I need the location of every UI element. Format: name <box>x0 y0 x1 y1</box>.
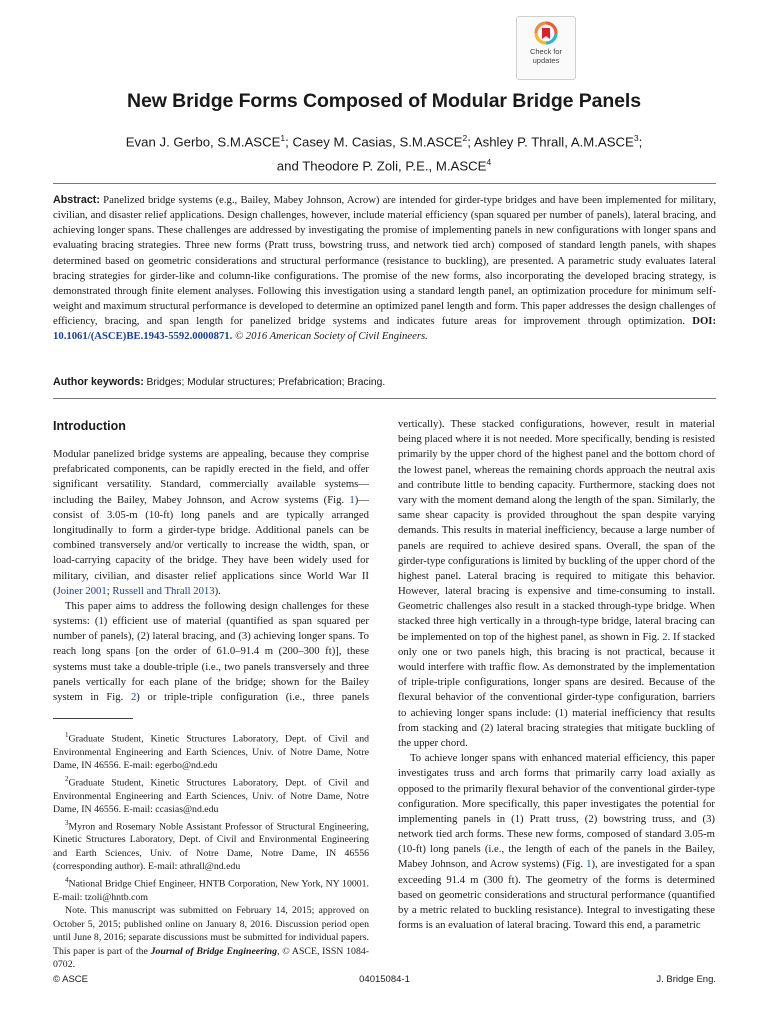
figure-1-link[interactable]: 1 <box>586 858 592 871</box>
footnote-text: Myron and Rosemary Noble Assistant Professor of Structural Engineering, Kinetic Structures Laboratory, Dept. of Civil and Environmental Engineering and Earth Sciences, Univ. of Notre Dame, Notre Dame, IN 46556 (corresponding author). E-mail: athrall@nd.edu <box>53 820 369 873</box>
author-keywords <box>53 376 716 388</box>
author-3-affil: 3 <box>633 133 639 143</box>
author-1-affil: 1 <box>280 133 286 143</box>
author-3-sep: ; <box>638 134 643 150</box>
citation-russell-thrall-2013[interactable]: Russell and Thrall 2013 <box>112 584 215 597</box>
note-text: , © ASCE, ISSN 1084-0702. <box>53 945 369 971</box>
text-run: ; <box>106 584 113 597</box>
submission-note <box>53 904 369 972</box>
footnote-2 <box>53 773 369 817</box>
doi-label: DOI: <box>692 315 716 328</box>
paragraph <box>53 447 369 599</box>
abstract-bottom-rule <box>53 398 716 399</box>
footnote-3 <box>53 817 369 874</box>
abstract-label: Abstract: <box>53 194 100 206</box>
abstract-top-rule <box>53 183 716 184</box>
paper-title: New Bridge Forms Composed of Modular Bridge Panels <box>127 90 641 112</box>
figure-1-link[interactable]: 1 <box>349 493 355 506</box>
footer-article-number: 04015084-1 <box>359 974 410 985</box>
check-for-updates-badge[interactable] <box>516 16 576 80</box>
figure-2-link[interactable]: 2 <box>130 691 137 703</box>
note-text: Note. This manuscript was submitted on February 14, 2015; approved on October 5, 2015; published online on January 8, 2016. Discussion period open until June 8, 2016; separate discussions must be submitted for individual papers. This paper is part of the <box>53 905 369 957</box>
keywords-value: Bridges; Modular structures; Prefabrication; Bracing. <box>146 377 386 388</box>
abstract <box>53 193 716 345</box>
paragraph <box>53 599 369 705</box>
body-column-left <box>53 447 369 705</box>
badge-label-line1: Check for <box>529 47 563 56</box>
footnote-text: Graduate Student, Kinetic Structures Laboratory, Dept. of Civil and Environmental Engineering and Earth Sciences, Univ. of Notre Dame, Notre Dame, IN 46556. E-mail: ccasias@nd.edu <box>53 777 369 816</box>
abstract-text: Panelized bridge systems (e.g., Bailey, Mabey Johnson, Acrow) are intended for girder-type bridges and have been implemented for military, civilian, and disaster relief applications. Design challenges, however, include material efficiency (span squared per number of panels), lateral bracing, and achieving longer spans. These challenges are addressed by investigating the promise of implementing panels in new configurations with longer spans and evaluating bracing strategies. Three new forms (Pratt truss, bowstring truss, and network tied arch) composed of standard length panels, with shapes determined based on geometric considerations and structural performance (resistance to buckling), are presented. A parametric study evaluates lateral bracing strategies for girder-like and column-like configurations. The promise of the new forms, also incorporating the developed bracing strategy, is demonstrated through finite element analyses. Following this investigation using a standard length panel, an optimization procedure for minimum self-weight and maximum structural performance is developed to determine an optimized panel length and form. This paper addresses the design challenges of efficiency, bracing, and span length for panelized bridge systems and indicates future areas for improvement through optimization. <box>53 194 716 328</box>
footnote-text: Graduate Student, Kinetic Structures Laboratory, Dept. of Civil and Environmental Engineering and Earth Sciences, Univ. of Notre Dame, Notre Dame, IN 46556. E-mail: egerbo@nd.edu <box>53 733 369 772</box>
text-run: ) or triple-triple configuration (i.e., three panels <box>136 691 369 703</box>
footnote-marker: 4 <box>65 875 69 884</box>
paragraph-continued: vertically). These stacked configurations, however, result in material being placed where it is not needed. More specifically, bending is resisted primarily by the upper chord of the highest panel and the bottom chord of the lowest panel, whereas the remaining chords approach the neutral axis and contribute little to bending capacity. Furthermore, stacking does not vary with the moment demand along the length of the span. Similarly, the same shear capacity is provided throughout the span despite varying demands. This results in material inefficiency, because a large number of panels are required to achieve desired spans. Overall, the span of the girder-type configurations is limited by buckling of the upper chord of the highest panel. Lateral bracing is required to mitigate this behavior. However, lateral bracing is expensive and time-consuming to install. Geometric challenges also result in a stacked through-type bridge. When stacked three high vertically in a through-type bridge, lateral bracing can be implemented on top of the highest panel, as shown in Fig. 2. If stacked only one or two panels high, this bracing is not practical, because it would interfere with traffic flow. As demonstrated by the implementation of triple-triple configurations, longer spans are desired. Because of the flexural behavior of the conventional girder-type configuration, barriers to achieving longer spans include: (1) material inefficiency that results from stacking and (2) lateral bracing strategies that mitigate buckling of the upper chord. <box>398 418 715 749</box>
section-heading-introduction: Introduction <box>53 419 126 433</box>
figure-2-link[interactable]: 2 <box>662 630 668 643</box>
author-3: ; Ashley P. Thrall, A.M.ASCE <box>467 134 634 150</box>
text-run: Modular panelized bridge systems are appealing, because they comprise prefabricated components, can be rapidly erected in the field, and offer significant versatility. Standard, commercially available systems—including the Bailey, Mabey Johnson, and Acrow systems (Fig. <box>53 448 369 506</box>
footnote-marker: 3 <box>65 818 69 827</box>
citation-joiner-2001[interactable]: Joiner 2001 <box>56 584 107 597</box>
footnote-rule <box>53 718 133 719</box>
text-run: )—consist of 3.05-m (10-ft) long panels and are typically arranged longitudinally to form a girder-type bridge. Additional panels can be combined transversely and/or vertically to increase the width, span, or load-carrying capacity of the bridge. They have been widely used for military, civilian, and disaster relief applications since World War II ( <box>53 493 369 597</box>
text-run: ). <box>214 584 221 597</box>
paragraph <box>398 751 715 933</box>
footnote-text: National Bridge Chief Engineer, HNTB Corporation, New York, NY 10001. E-mail: tzoli@hntb.com <box>53 878 369 903</box>
footnote-marker: 2 <box>65 774 69 783</box>
author-1: Evan J. Gerbo, S.M.ASCE <box>125 134 281 150</box>
footnote-1 <box>53 729 369 773</box>
author-4: and Theodore P. Zoli, P.E., M.ASCE <box>276 158 487 174</box>
footer-journal: J. Bridge Eng. <box>656 974 716 985</box>
footer-publisher: © ASCE <box>53 974 88 985</box>
keywords-label: Author keywords: <box>53 376 144 388</box>
author-2-affil: 2 <box>462 133 468 143</box>
footnote-marker: 1 <box>65 731 69 739</box>
author-list <box>90 128 678 177</box>
bookmark-update-icon <box>534 21 558 47</box>
text-run: To achieve longer spans with enhanced material efficiency, this paper investigates truss and arch forms that primarily carry load axially as opposed to the primarily flexural behavior of the conventional girder-type configuration. More specifically, this paper investigates the potential for implementing panels in (1) Pratt truss, (2) bowstring truss, and (3) network tied arch forms. These new forms, composed of standard 3.05-m (10-ft) long panels (i.e., the length of each of the panels in the Bailey, Mabey Johnson, and Acrow systems) (Fig. <box>398 752 715 871</box>
journal-name: Journal of Bridge Engineering <box>150 945 278 957</box>
text-run: ), are investigated for a span exceeding 91.4 m (300 ft). The geometry of the forms is determined based on geometric considerations and structural performance (quantified by a metric related to buckling resistance). Integral to investigating these forms is an evaluation of lateral bracing. Toward this end, a parametric <box>398 858 715 932</box>
abstract-copyright: © 2016 American Society of Civil Engineers. <box>235 330 428 343</box>
body-column-right <box>398 417 715 933</box>
doi-link[interactable]: 10.1061/(ASCE)BE.1943-5592.0000871. <box>53 330 233 343</box>
author-4-affil: 4 <box>486 157 492 168</box>
text-run: . If stacked only one or two panels high, this bracing is not practical, because it would interfere with traffic flow. As demonstrated by the implementation of triple-triple configurations, longer spans are desired. Because of the flexural behavior of the conventional girder-type configuration, barriers to achieving longer spans include: (1) material inefficiency that results from stacking and (2) lateral bracing strategies that mitigate buckling of the upper chord. <box>398 630 715 749</box>
footnote-4 <box>53 874 369 904</box>
footnotes <box>53 729 369 972</box>
page-footer <box>53 974 716 990</box>
author-2: ; Casey M. Casias, S.M.ASCE <box>285 134 463 150</box>
badge-label-line2: updates <box>532 56 560 65</box>
text-run: This paper aims to address the following design challenges for these systems: (1) efficient use of material (quantified as span squared per number of panels), (2) lateral bracing, and (3) achieving longer spans. To reach long spans [on the order of 61.0–91.4 m (200–300 ft)], these systems must take a double-triple (i.e., two panels transversely and three panels vertically for each plane of the bridge; shown for the Bailey system in Fig. <box>53 599 369 703</box>
